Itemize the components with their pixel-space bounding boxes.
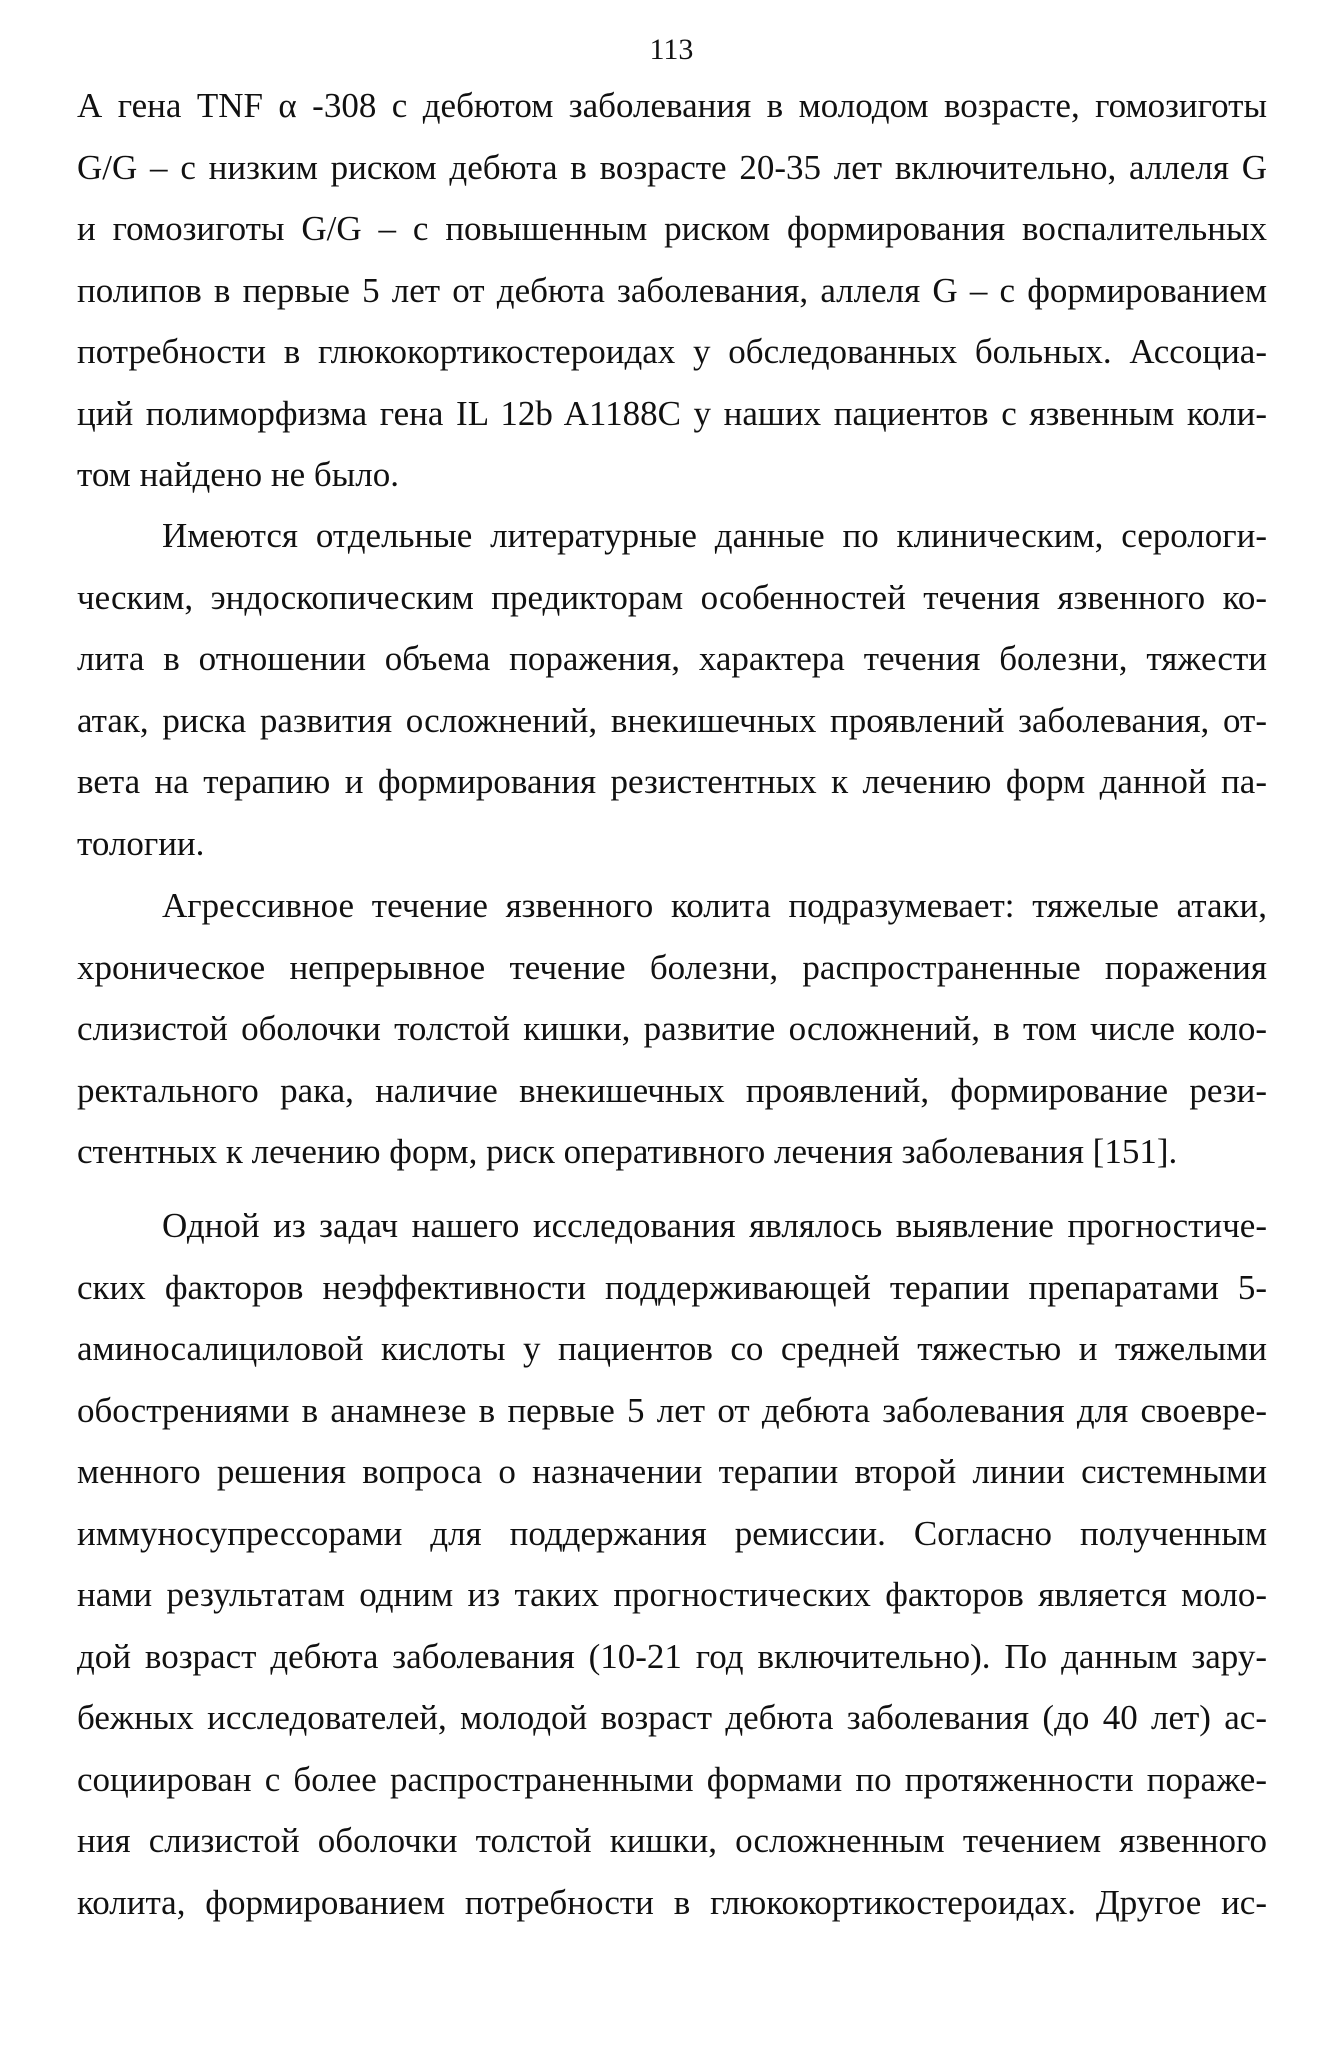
text-line: А гена TNF α -308 с дебютом заболевания в молодом возрасте, гомозиготы [77, 86, 1267, 125]
paragraph-3 [77, 875, 1267, 1183]
text-line: бежных исследователей, молодой возраст дебюта заболевания (до 40 лет) ас- [77, 1698, 1267, 1737]
text-line: ческим, эндоскопическим предикторам особенностей течения язвенного ко- [77, 577, 1267, 617]
text-line: G/G – с низким риском дебюта в возрасте 20-35 лет включительно, аллеля G [77, 147, 1267, 187]
text-line: обострениями в анамнезе в первые 5 лет от дебюта заболевания для своевре- [77, 1390, 1267, 1430]
text-line: и гомозиготы G/G – с повышенным риском формирования воспалительных [77, 209, 1267, 248]
text-line: дой возраст дебюта заболевания (10-21 год включительно). По данным зару- [77, 1636, 1267, 1676]
text-line: тологии. [77, 823, 205, 863]
text-line: слизистой оболочки толстой кишки, развитие осложнений, в том числе коло- [77, 1009, 1267, 1048]
paragraph-1 [77, 75, 1267, 506]
text-line: стентных к лечению форм, риск оперативного лечения заболевания [151]. [77, 1132, 1178, 1171]
text-line: менного решения вопроса о назначении терапии второй линии системными [77, 1452, 1267, 1491]
text-line: Одной из задач нашего исследования являлось выявление прогностиче- [162, 1206, 1267, 1245]
text-line: лита в отношении объема поражения, характера течения болезни, тяжести [77, 639, 1267, 678]
text-line: социирован с более распространенными формами по протяженности пораже- [77, 1759, 1267, 1799]
text-line: ций полиморфизма гена IL 12b A1188C у наших пациентов с язвенным коли- [77, 393, 1267, 433]
text-line: иммуносупрессорами для поддержания ремиссии. Согласно полученным [77, 1513, 1267, 1553]
text-line: вета на терапию и формирования резистентных к лечению форм данной па- [77, 762, 1267, 801]
text-line: ских факторов неэффективности поддерживающей терапии препаратами 5- [77, 1267, 1267, 1307]
text-line: ния слизистой оболочки толстой кишки, осложненным течением язвенного [77, 1821, 1267, 1860]
paragraph-2 [77, 505, 1267, 874]
text-line: Имеются отдельные литературные данные по клиническим, серологи- [162, 516, 1267, 555]
text-line: атак, риска развития осложнений, внекишечных проявлений заболевания, от- [77, 700, 1267, 740]
text-line: Агрессивное течение язвенного колита подразумевает: тяжелые атаки, [162, 886, 1267, 925]
paragraph-4 [77, 1195, 1267, 1933]
text-line: полипов в первые 5 лет от дебюта заболевания, аллеля G – с формированием [77, 270, 1267, 310]
text-line: потребности в глюкокортикостероидах у обследованных больных. Ассоциа- [77, 332, 1267, 371]
text-line: аминосалициловой кислоты у пациентов со средней тяжестью и тяжелыми [77, 1329, 1267, 1368]
text-line: колита, формированием потребности в глюкокортикостероидах. Другое ис- [77, 1882, 1267, 1922]
text-line: хроническое непрерывное течение болезни, распространенные поражения [77, 947, 1267, 987]
text-line: нами результатам одним из таких прогностических факторов является моло- [77, 1575, 1267, 1614]
text-line: ректального рака, наличие внекишечных проявлений, формирование рези- [77, 1070, 1267, 1110]
text-line: том найдено не было. [77, 455, 399, 494]
page-number: 113 [649, 33, 694, 66]
